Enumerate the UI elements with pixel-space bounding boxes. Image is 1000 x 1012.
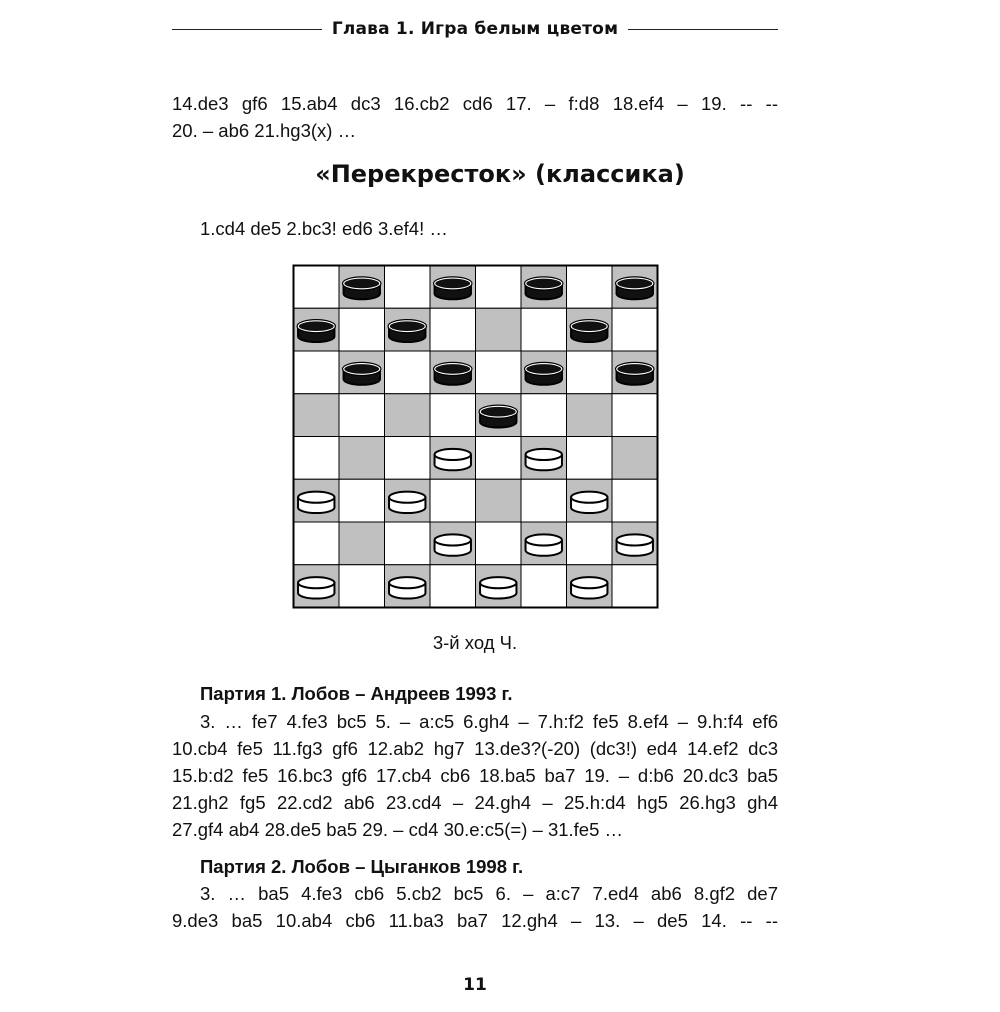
light-square bbox=[339, 308, 385, 351]
light-square bbox=[430, 394, 476, 437]
game1-line: 10.cb4 fe5 11.fg3 gf6 12.ab2 hg7 13.de3?(-20) (dc3!) ed4 14.ef2 dc3 bbox=[172, 738, 778, 759]
white-piece bbox=[480, 577, 516, 598]
light-square bbox=[294, 266, 340, 309]
white-piece bbox=[435, 534, 471, 555]
light-square bbox=[294, 351, 340, 394]
light-square bbox=[430, 479, 476, 522]
game1-title: Партия 1. Лобов – Андреев 1993 г. bbox=[200, 683, 513, 704]
light-square bbox=[567, 437, 613, 480]
game2-line: 3. … ba5 4.fe3 cb6 5.cb2 bc5 6. – a:c7 7.ed4 ab6 8.gf2 de7 bbox=[200, 883, 778, 904]
light-square bbox=[612, 565, 658, 608]
light-square bbox=[567, 522, 613, 565]
header-rule-left bbox=[172, 29, 322, 30]
light-square bbox=[521, 308, 567, 351]
game1-moves bbox=[172, 708, 778, 843]
checkers-board bbox=[292, 264, 659, 609]
page-number: 11 bbox=[463, 975, 487, 995]
dark-square bbox=[339, 522, 385, 565]
light-square bbox=[612, 479, 658, 522]
black-piece bbox=[388, 320, 426, 342]
white-piece bbox=[617, 534, 653, 555]
black-piece bbox=[479, 405, 517, 427]
white-piece bbox=[526, 449, 562, 470]
light-square bbox=[476, 522, 522, 565]
intro-line: 20. – ab6 21.hg3(x) … bbox=[172, 120, 357, 141]
game1-line: 15.b:d2 fe5 16.bc3 gf6 17.cb4 cb6 18.ba5 ba7 19. – d:b6 20.dc3 ba5 bbox=[172, 765, 778, 786]
black-piece bbox=[343, 362, 381, 384]
light-square bbox=[430, 308, 476, 351]
intro-paragraph bbox=[172, 90, 778, 144]
dark-square bbox=[476, 308, 522, 351]
light-square bbox=[476, 351, 522, 394]
white-piece bbox=[435, 449, 471, 470]
light-square bbox=[476, 437, 522, 480]
game1-line: 27.gf4 ab4 28.de5 ba5 29. – cd4 30.e:c5(=) – 31.fe5 … bbox=[172, 819, 624, 840]
game2-moves bbox=[172, 880, 778, 934]
white-piece bbox=[526, 534, 562, 555]
dark-square bbox=[567, 394, 613, 437]
light-square bbox=[430, 565, 476, 608]
white-piece bbox=[389, 577, 425, 598]
light-square bbox=[294, 522, 340, 565]
intro-line: 14.de3 gf6 15.ab4 dc3 16.cb2 cd6 17. – f:d8 18.ef4 – 19. -- -- bbox=[172, 93, 778, 114]
white-piece bbox=[571, 492, 607, 513]
light-square bbox=[612, 308, 658, 351]
black-piece bbox=[525, 277, 563, 299]
board-diagram bbox=[292, 264, 659, 609]
light-square bbox=[339, 394, 385, 437]
black-piece bbox=[525, 362, 563, 384]
white-piece bbox=[389, 492, 425, 513]
light-square bbox=[521, 565, 567, 608]
black-piece bbox=[616, 277, 654, 299]
light-square bbox=[476, 266, 522, 309]
dark-square bbox=[339, 437, 385, 480]
opening-moves: 1.cd4 de5 2.bc3! ed6 3.ef4! … bbox=[200, 218, 448, 239]
dark-square bbox=[612, 437, 658, 480]
light-square bbox=[567, 266, 613, 309]
light-square bbox=[294, 437, 340, 480]
light-square bbox=[385, 437, 431, 480]
black-piece bbox=[343, 277, 381, 299]
white-piece bbox=[298, 492, 334, 513]
board-caption: 3-й ход Ч. bbox=[432, 632, 518, 653]
light-square bbox=[385, 522, 431, 565]
light-square bbox=[567, 351, 613, 394]
light-square bbox=[521, 394, 567, 437]
dark-square bbox=[294, 394, 340, 437]
header-rule-right bbox=[628, 29, 778, 30]
light-square bbox=[521, 479, 567, 522]
light-square bbox=[612, 394, 658, 437]
black-piece bbox=[616, 362, 654, 384]
light-square bbox=[339, 565, 385, 608]
white-piece bbox=[298, 577, 334, 598]
black-piece bbox=[570, 320, 608, 342]
white-piece bbox=[571, 577, 607, 598]
section-title: «Перекресток» (классика) bbox=[315, 160, 685, 188]
black-piece bbox=[434, 277, 472, 299]
light-square bbox=[385, 266, 431, 309]
dark-square bbox=[385, 394, 431, 437]
chapter-title: Глава 1. Игра белым цветом bbox=[331, 19, 619, 39]
game1-line: 3. … fe7 4.fe3 bc5 5. – a:c5 6.gh4 – 7.h:f2 fe5 8.ef4 – 9.h:f4 ef6 bbox=[200, 711, 778, 732]
light-square bbox=[385, 351, 431, 394]
game2-title: Партия 2. Лобов – Цыганков 1998 г. bbox=[200, 856, 524, 877]
black-piece bbox=[297, 320, 335, 342]
game2-line: 9.de3 ba5 10.ab4 cb6 11.ba3 ba7 12.gh4 – 13. – de5 14. -- -- bbox=[172, 910, 778, 931]
dark-square bbox=[476, 479, 522, 522]
running-header bbox=[172, 14, 778, 44]
black-piece bbox=[434, 362, 472, 384]
light-square bbox=[339, 479, 385, 522]
game1-line: 21.gh2 fg5 22.cd2 ab6 23.cd4 – 24.gh4 – 25.h:d4 hg5 26.hg3 gh4 bbox=[172, 792, 778, 813]
